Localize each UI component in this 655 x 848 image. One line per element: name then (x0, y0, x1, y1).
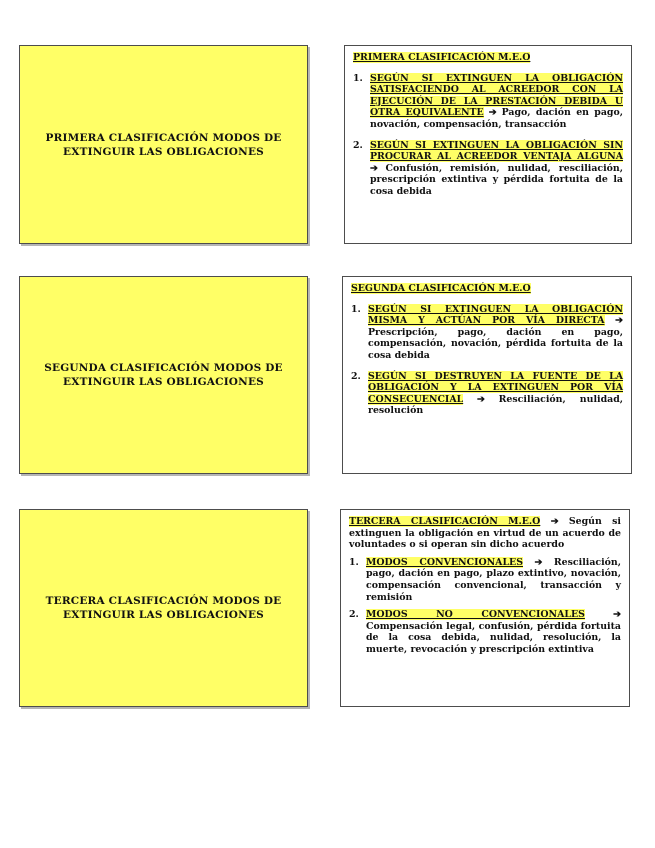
item-text: Compensación legal, confusión, pérdida fortuita de la cosa debida, nulidad, resolución, la muerte, revocación y prescripción extintiva (366, 620, 621, 655)
item-number: 2. (351, 370, 361, 382)
slide-2-title: SEGUNDA CLASIFICACIÓN MODOS DE EXTINGUIR LAS OBLIGACIONES (44, 362, 283, 388)
slide-2-title-card (19, 276, 308, 474)
item-highlight: SEGÚN SI EXTINGUEN LA OBLIGACIÓN SIN PROCURAR AL ACREEDOR VENTAJA ALGUNA (370, 139, 623, 163)
item-number: 1. (349, 556, 359, 568)
arrow-icon: ➔ (370, 162, 378, 174)
list-item (351, 371, 623, 417)
item-number: 1. (351, 303, 361, 315)
list-item (351, 304, 623, 362)
item-highlight: SEGÚN SI EXTINGUEN LA OBLIGACIÓN MISMA Y ACTÚAN POR VÍA DIRECTA (368, 303, 623, 327)
slide-1-header: PRIMERA CLASIFICACIÓN M.E.O (353, 52, 531, 63)
arrow-icon: ➔ (488, 107, 497, 119)
item-text: Confusión, remisión, nulidad, resciliación, prescripción extintiva y pérdida fortuita de la cosa debida (370, 162, 624, 197)
item-highlight: SEGÚN SI DESTRUYEN LA FUENTE DE LA OBLIGACIÓN Y LA EXTINGUEN POR VÍA CONSECUENCIAL (368, 370, 623, 405)
slide-3-title-card (19, 509, 308, 707)
slide-2-content (342, 276, 632, 474)
slide-3-content (340, 509, 630, 707)
arrow-icon: ➔ (615, 315, 623, 327)
item-number: 2. (353, 139, 363, 151)
slide-1-title-card (19, 45, 308, 244)
slide-2-list (351, 304, 623, 417)
arrow-icon: ➔ (550, 516, 559, 527)
item-highlight: SEGÚN SI EXTINGUEN LA OBLIGACIÓN SATISFACIENDO AL ACREEDOR CON LA EJECUCIÓN DE LA PRESTACIÓN DEBIDA U OTRA EQUIVALENTE (370, 72, 623, 119)
item-text: Pago, dación en pago, novación, compensación, transacción (370, 107, 624, 130)
item-text: Resciliación, nulidad, resolución (368, 393, 624, 417)
slide-3-title: TERCERA CLASIFICACIÓN MODOS DE EXTINGUIR LAS OBLIGACIONES (45, 595, 282, 621)
arrow-icon: ➔ (534, 556, 543, 568)
list-item (353, 73, 623, 131)
arrow-icon: ➔ (613, 609, 621, 621)
slide-2-header: SEGUNDA CLASIFICACIÓN M.E.O (351, 283, 531, 294)
item-text: Resciliación, pago, dación en pago, plazo extintivo, novación, compensación convencional, transacción y remisión (366, 556, 621, 603)
item-text: Prescripción, pago, dación en pago, compensación, novación, pérdida fortuita de la cosa debida (368, 326, 623, 361)
list-item (349, 557, 621, 603)
list-item (353, 140, 623, 198)
header-text: Según si extinguen la obligación en virtud de un acuerdo de voluntades o si operan sin dicho acuerdo (349, 516, 621, 551)
item-highlight: MODOS CONVENCIONALES (366, 556, 523, 568)
item-highlight: MODOS NO CONVENCIONALES (366, 609, 585, 621)
arrow-icon: ➔ (476, 393, 485, 405)
item-number: 1. (353, 72, 363, 84)
slide-1-title: PRIMERA CLASIFICACIÓN MODOS DE EXTINGUIR LAS OBLIGACIONES (45, 131, 282, 158)
list-item (349, 609, 621, 655)
item-number: 2. (349, 609, 359, 621)
slide-3-header: TERCERA CLASIFICACIÓN M.E.O ➔ Según si extinguen la obligación en virtud de un acuerdo de voluntades o si operan sin dicho acuerdo (349, 516, 621, 551)
slide-3-list (349, 557, 621, 656)
slide-1-list (353, 73, 623, 198)
slide-1-content (344, 45, 632, 244)
